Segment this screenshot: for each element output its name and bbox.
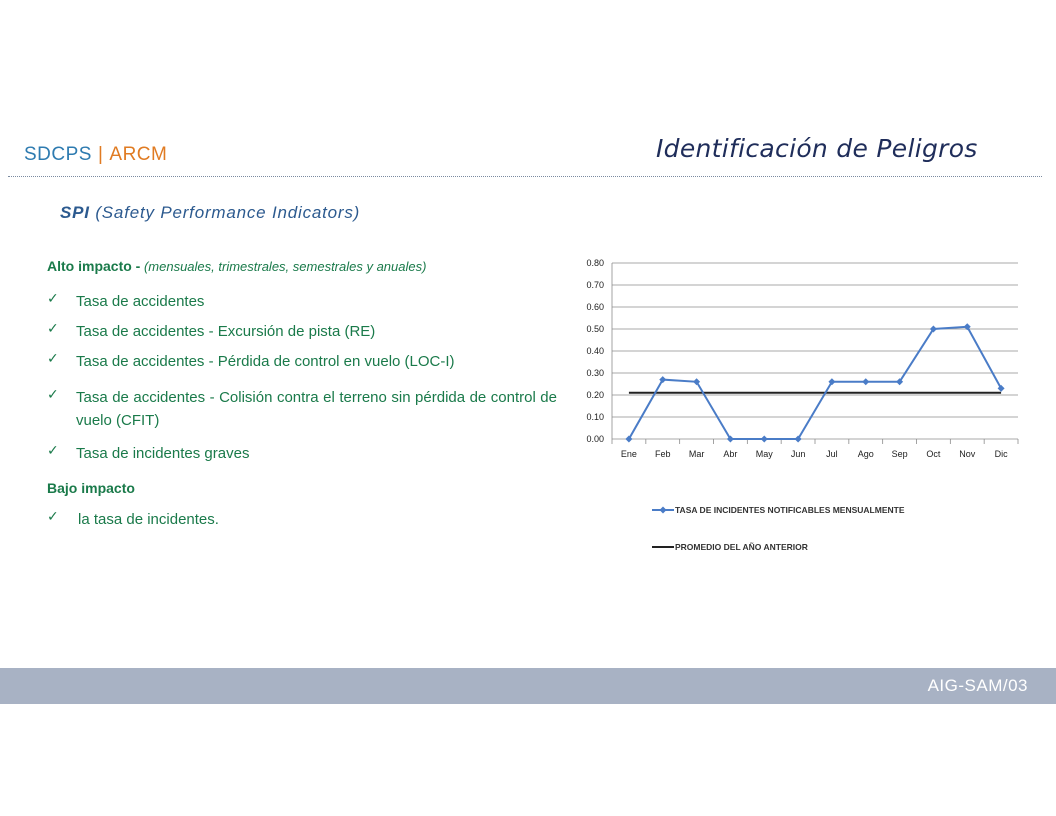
x-tick-label: Dic xyxy=(994,449,1008,459)
chart-y-ticks xyxy=(586,258,604,444)
x-tick-label: May xyxy=(755,449,773,459)
y-tick-label: 0.20 xyxy=(586,390,604,400)
check-icon: ✓ xyxy=(47,290,59,306)
check-icon: ✓ xyxy=(47,350,59,366)
high-impact-title xyxy=(47,258,557,274)
series-line-tasa xyxy=(629,327,1001,439)
low-impact-title: Bajo impacto xyxy=(47,480,135,496)
list-item xyxy=(47,350,557,373)
y-tick-label: 0.40 xyxy=(586,346,604,356)
subtitle-rest: (Safety Performance Indicators) xyxy=(89,203,361,222)
x-tick-label: Abr xyxy=(723,449,738,459)
legend-label-tasa: TASA DE INCIDENTES NOTIFICABLES MENSUALMENTE xyxy=(675,505,905,515)
brand xyxy=(24,144,167,166)
chart-grid xyxy=(612,263,1018,439)
list-item xyxy=(47,386,557,432)
page-title: Identificación de Peligros xyxy=(656,134,978,163)
incident-rate-chart xyxy=(560,248,1040,568)
check-icon: ✓ xyxy=(47,320,59,336)
footer-code: AIG-SAM/03 xyxy=(927,676,1028,695)
check-icon: ✓ xyxy=(47,442,59,458)
x-tick-label: Sep xyxy=(891,449,908,459)
check-icon: ✓ xyxy=(47,508,59,524)
legend-label-promedio: PROMEDIO DEL AÑO ANTERIOR xyxy=(675,542,808,552)
x-tick-label: Nov xyxy=(959,449,976,459)
x-tick-label: Jun xyxy=(790,449,806,459)
y-tick-label: 0.80 xyxy=(586,258,604,268)
high-impact-note: (mensuales, trimestrales, semestrales y anuales) xyxy=(140,259,427,274)
chart-legend xyxy=(652,505,905,552)
x-tick-label: Mar xyxy=(688,449,705,459)
data-point xyxy=(862,378,869,385)
list-item xyxy=(47,320,557,343)
x-tick-label: Ene xyxy=(620,449,637,459)
x-tick-label: Jul xyxy=(826,449,838,459)
list-item xyxy=(47,290,557,313)
high-impact-label: Alto impacto - xyxy=(47,258,141,274)
legend-marker-tasa xyxy=(660,507,667,514)
data-point xyxy=(761,436,768,443)
brand-sdcps: SDCPS xyxy=(24,144,92,165)
y-tick-label: 0.70 xyxy=(586,280,604,290)
subtitle-spi: SPI xyxy=(60,203,90,222)
list-item-text: Tasa de accidentes - Colisión contra el terreno sin pérdida de control de vuelo (CFIT) xyxy=(76,389,557,429)
list-item-text: Tasa de accidentes - Pérdida de control en vuelo (LOC-I) xyxy=(76,353,455,370)
brand-arcm: ARCM xyxy=(109,144,168,165)
x-tick-label: Oct xyxy=(926,449,941,459)
y-tick-label: 0.10 xyxy=(586,412,604,422)
check-icon: ✓ xyxy=(47,386,59,402)
header-divider xyxy=(8,176,1042,177)
section-subtitle xyxy=(60,203,360,223)
list-item-text: Tasa de accidentes - Excursión de pista (RE) xyxy=(76,323,376,340)
chart-series xyxy=(625,323,1004,442)
chart-x-ticks xyxy=(612,439,1018,459)
y-tick-label: 0.60 xyxy=(586,302,604,312)
x-tick-label: Ago xyxy=(857,449,874,459)
footer-bar xyxy=(0,668,1056,704)
list-item-text: la tasa de incidentes. xyxy=(78,511,219,528)
list-item-text: Tasa de accidentes xyxy=(76,293,205,310)
list-item xyxy=(47,442,557,465)
list-item-text: Tasa de incidentes graves xyxy=(76,445,250,462)
y-tick-label: 0.00 xyxy=(586,434,604,444)
y-tick-label: 0.30 xyxy=(586,368,604,378)
list-item xyxy=(47,508,557,531)
y-tick-label: 0.50 xyxy=(586,324,604,334)
x-tick-label: Feb xyxy=(654,449,671,459)
brand-separator: | xyxy=(97,144,104,165)
